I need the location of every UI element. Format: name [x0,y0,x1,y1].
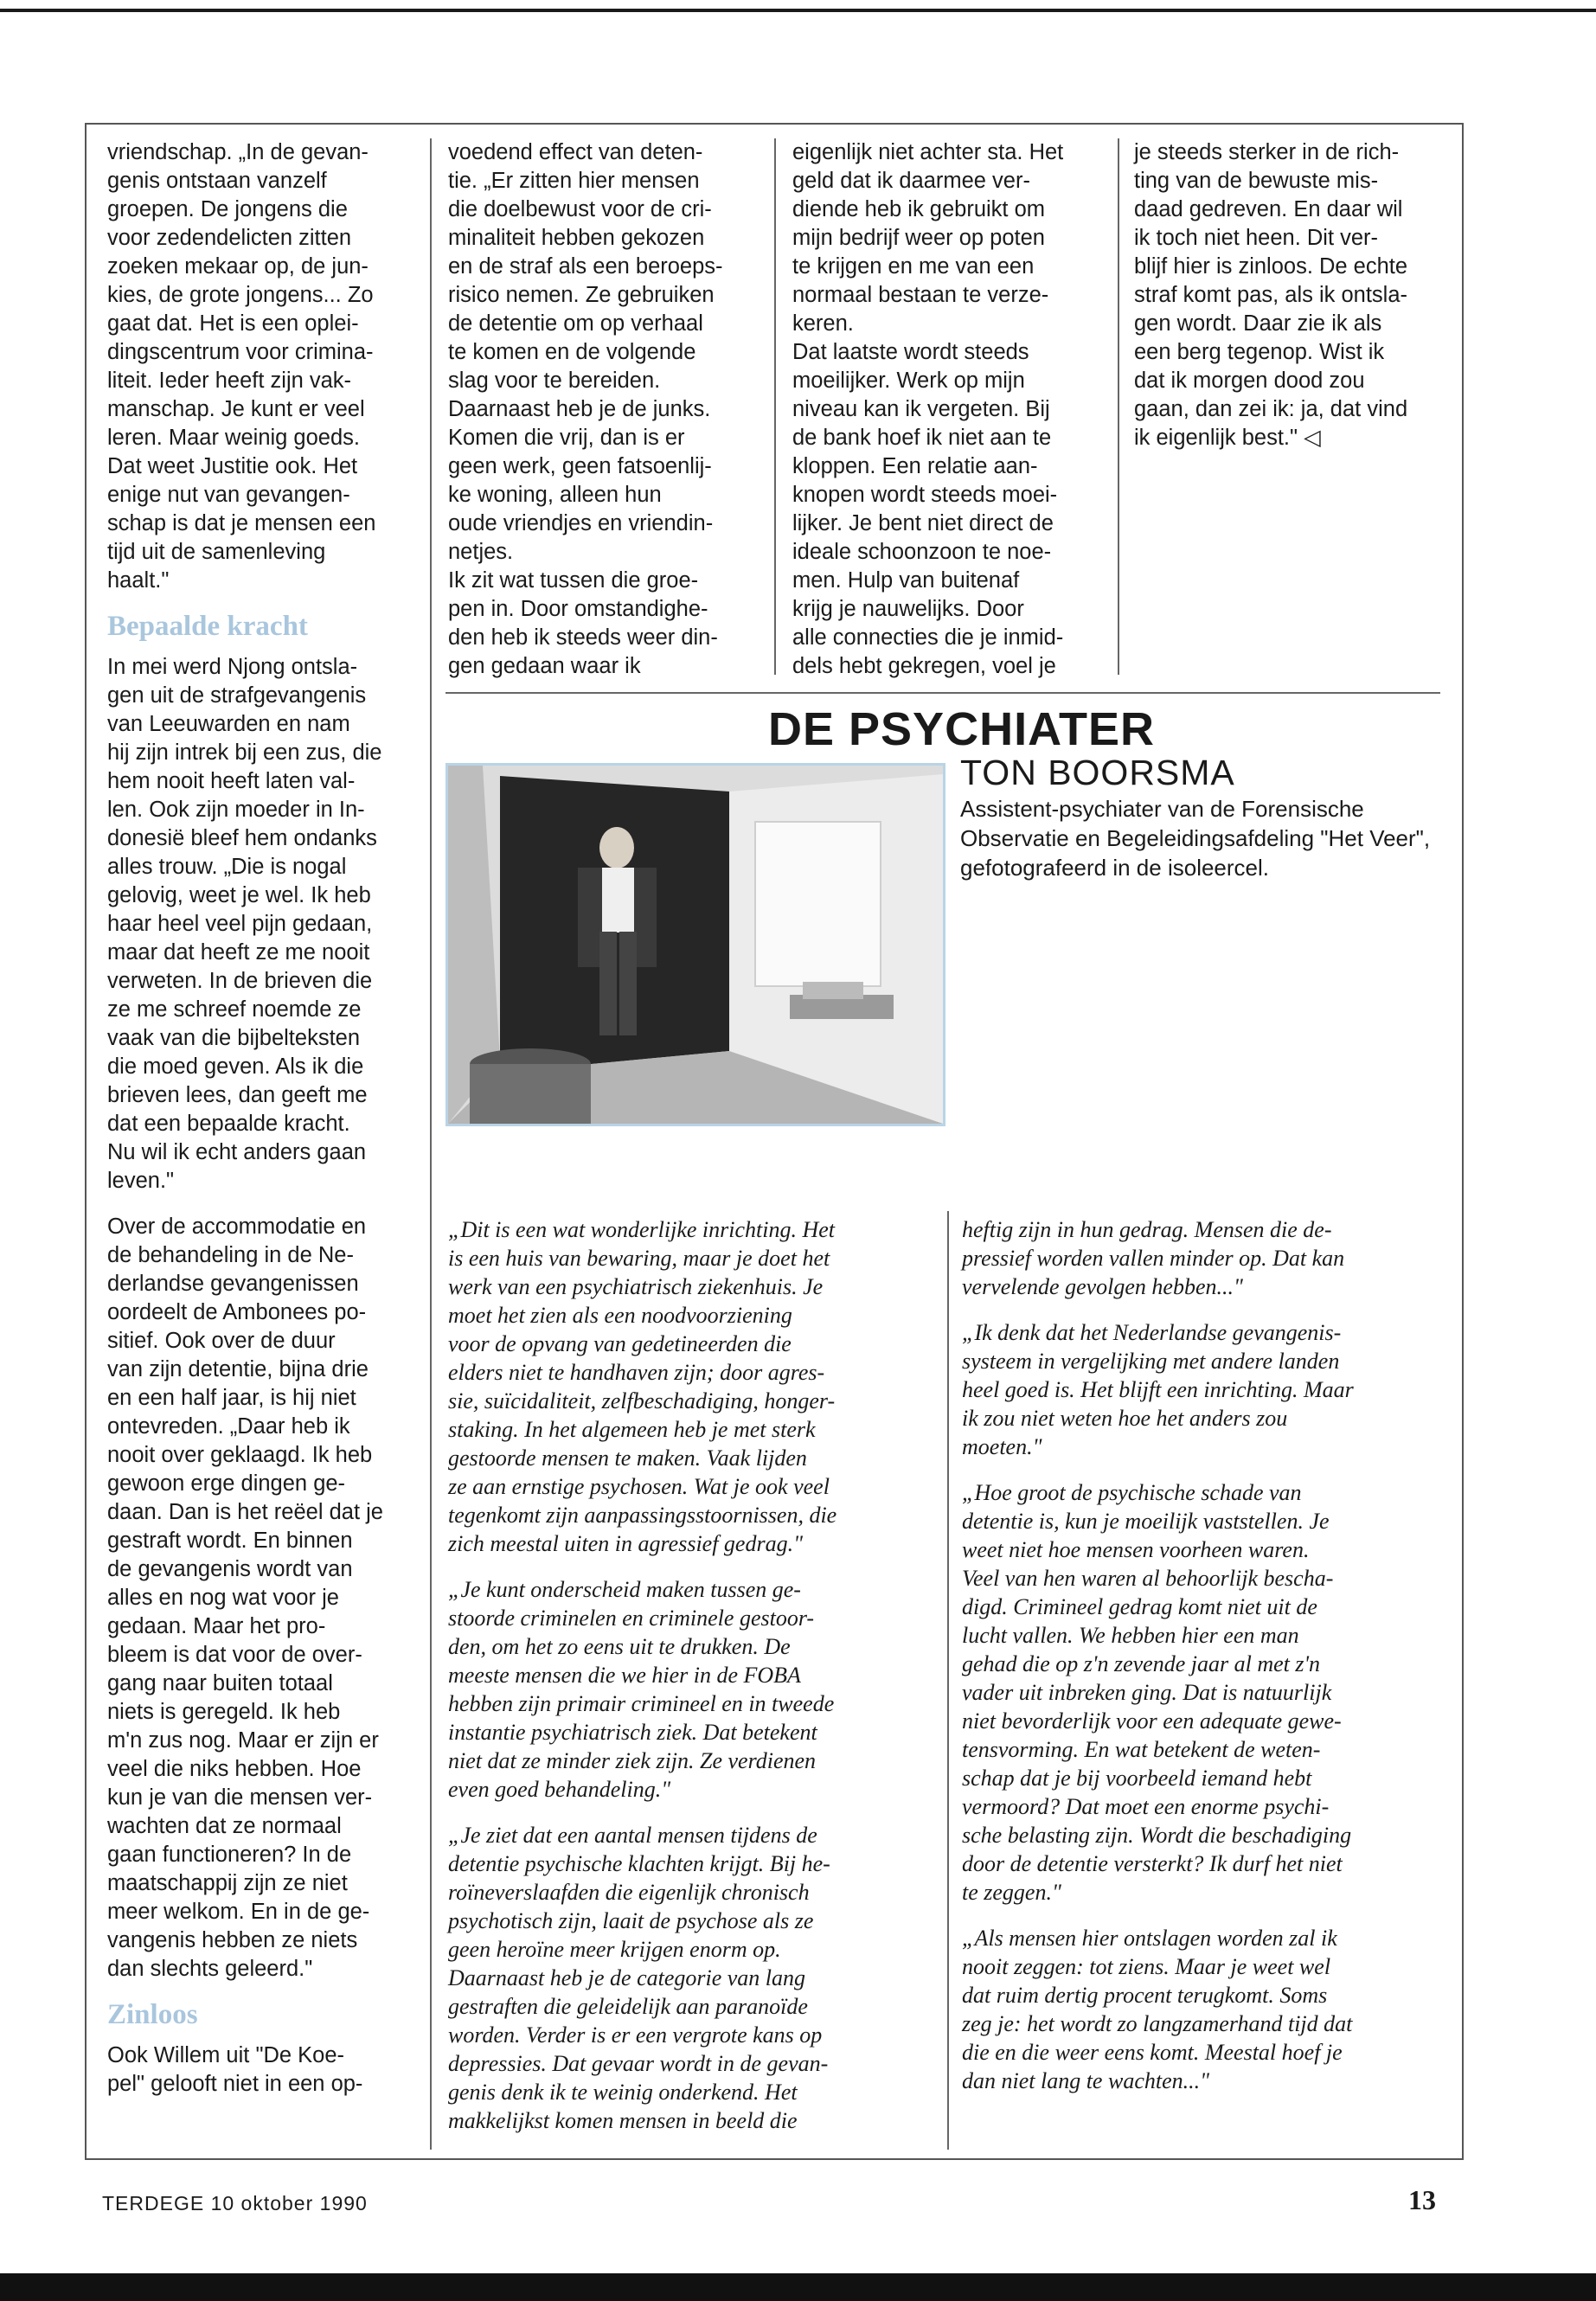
interview-quote: heftig zijn in hun gedrag. Mensen die de- pressief worden vallen minder op. Dat kan vervelende gevolgen hebben..." [962,1217,1345,1299]
article-column-2 [448,138,760,681]
column-divider [430,138,432,2150]
column-divider [1118,138,1119,675]
photo-illustration [448,766,943,1124]
isolation-cell-photo [445,763,945,1126]
interviewee-name: TON BOORSMA [960,753,1235,792]
interview-column-right [962,1215,1446,2095]
publication-footer: TERDEGE 10 oktober 1990 [102,2192,368,2214]
top-rule [0,9,1596,12]
page-number: 13 [1408,2184,1436,2215]
article-paragraph: voedend effect van deten- tie. „Er zitten hier mensen die doelbewust voor de cri- minaliteit hebben gekozen en de straf als een beroeps- risico nemen. Ze gebruiken de detentie om op verhaal te komen en de volgende slag voor te bereiden. Daarnaast heb je de junks. Komen die vrij, dan is er geen werk, geen fatsoenlij- ke woning, alleen hun oude vriendjes en vriendin- netjes. Ik zit wat tussen die groe- pen in. Door omstandighe- den heb ik steeds weer din- gen gedaan waar ik [448,140,723,678]
interview-quote: „Je ziet dat een aantal mensen tijdens de detentie psychische klachten krijgt. Bij he- roïneverslaafden die eigenlijk chronisch psychotisch zijn, laait de psychose als ze geen heroïne meer krijgen enorm op. Daarnaast heb je de categorie van lang gestraften die geleidelijk aan paranoïde worden. Verder is er een vergrote kans op depressies. Dat gevaar wordt in de gevan- genis denk ik te weinig onderkend. Het makkelijkst komen mensen in beeld die [448,1823,830,2133]
article-column-1 [107,138,419,2099]
article-paragraph: vriendschap. „In de gevan- genis ontstaan vanzelf groepen. De jongens die voor zedendelicten zitten zoeken mekaar op, de jun- kies, de grote jongens... Zo gaat dat. Het is een oplei- dingscentrum voor crimina- liteit. Ieder heeft zijn vak- manschap. Je kunt er veel leren. Maar weinig goeds. Dat weet Justitie ook. Het enige nut van gevangen- schap is dat je mensen een tijd uit de samenleving haalt." [107,140,376,593]
interview-column-left [448,1215,933,2135]
column-divider [774,138,776,675]
article-paragraph: In mei werd Njong ontsla- gen uit de strafgevangenis van Leeuwarden en nam hij zijn intrek bij een zus, die hem nooit heeft laten val- len. Ook zijn moeder in In- donesië bleef hem ondanks alles trouw. „Die is nogal gelovig, weet je wel. Ik heb haar heel veel pijn gedaan, maar dat heeft ze me nooit verweten. In de brieven die ze me schreef noemde ze vaak van die bijbelteksten die moed geven. Als ik die brieven lees, dan geeft me dat een bepaalde kracht. Nu wil ik echt anders gaan leven." [107,655,382,1193]
article-paragraph: je steeds sterker in de rich- ting van de bewuste mis- daad gedreven. En daar wil ik toch niet heen. Dit ver- blijf hier is zinloos. De echte straf komt pas, als ik ontsla- gen wordt. Daar zie ik als een berg tegenop. Wist ik dat ik morgen dood zou gaan, dan zei ik: ja, dat vind ik eigenlijk best." ◁ [1134,140,1408,450]
article-paragraph: Over de accommodatie en de behandeling in de Ne- derlandse gevangenissen oordeelt de Ambonees po- sitief. Ook over de duur van zijn detentie, bijna drie en een half jaar, is hij niet ontevreden. „Daar heb ik nooit over geklaagd. Ik heb gewoon erge dingen ge- daan. Dan is het reëel dat je gestraft wordt. En binnen de gevangenis wordt van alles en nog wat voor je gedaan. Maar het pro- bleem is dat voor de over- gang naar buiten totaal niets is geregeld. Ik heb m'n zus nog. Maar er zijn er veel die niks hebben. Hoe kun je van die mensen ver- wachten dat ze normaal gaan functioneren? In de maatschappij zijn ze niet meer welkom. En in de ge- vangenis hebben ze niets dan slechts geleerd." [107,1215,383,1981]
article-column-4 [1134,138,1454,452]
subheading-bepaalde-kracht: Bepaalde kracht [107,611,308,642]
article-paragraph: eigenlijk niet achter sta. Het geld dat ik daarmee ver- diende heb ik gebruikt om mijn bedrijf weer op poten te krijgen en me van een normaal bestaan te verze- keren. Dat laatste wordt steeds moeilijker. Werk op mijn niveau kan ik vergeten. Bij de bank hoef ik niet aan te kloppen. Een relatie aan- knopen wordt steeds moei- lijker. Je bent niet direct de ideale schoonzoon te noe- men. Hulp van buitenaf krijg je nauwelijks. Door alle connecties die je inmid- dels hebt gekregen, voel je [792,140,1064,678]
subheading-zinloos: Zinloos [107,1999,198,2030]
column-divider [947,1211,949,2150]
interview-quote: „Ik denk dat het Nederlandse gevangenis- systeem in vergelijking met andere landen heel goed is. Het blijft een inrichting. Maar ik zou niet weten hoe het anders zou moeten." [962,1320,1354,1459]
interview-quote: „Je kunt onderscheid maken tussen ge- stoorde criminelen en criminele gestoor- den, om het zo eens uit te drukken. De meeste mensen die we hier in de FOBA hebben zijn primair crimineel en in tweede instantie psychiatrisch ziek. Dat betekent niet dat ze minder ziek zijn. Ze verdienen even goed behandeling." [448,1577,835,1802]
interviewee-role: Assistent-psychiater van de Forensische Observatie en Begeleidingsafdeling "Het Veer", gefotografeerd in de isoleercel. [960,796,1431,881]
interview-quote: „Dit is een wat wonderlijke inrichting. Het is een huis van bewaring, maar je doet het werk van een psychiatrisch ziekenhuis. Je moet het zien als een noodvoorziening voor de opvang van gedetineerden die elders niet te handhaven zijn; door agres- sie, suïcidaliteit, zelfbeschadiging, honger- staking. In het algemeen heb je met sterk gestoorde mensen te maken. Vaak lijden ze aan ernstige psychosen. Wat je ook veel tegenkomt zijn aanpassingsstoornissen, die zich meestal uiten in agressief gedrag." [448,1217,837,1556]
section-headline: DE PSYCHIATER [768,703,1156,755]
bottom-scan-edge [0,2273,1596,2301]
interview-quote: „Hoe groot de psychische schade van detentie is, kun je moeilijk vaststellen. Je weet niet hoe mensen voorheen waren. Veel van hen waren al behoorlijk bescha- digd. Crimineel gedrag komt niet uit de lucht vallen. We hebben hier een man gehad die op z'n zevende jaar al met z'n vader uit inbreken ging. Dat is natuurlijk niet bevorderlijk voor een adequate gewe- tensvorming. En wat betekent de weten- schap dat je bij voorbeeld iemand hebt vermoord? Dat moet een enorme psychi- sche belasting zijn. Wordt die beschadiging door de detentie versterkt? Ik durf het niet te zeggen." [962,1480,1352,1905]
article-paragraph: Ook Willem uit "De Koe- pel" gelooft niet in een op- [107,2043,363,2096]
interview-quote: „Als mensen hier ontslagen worden zal ik nooit zeggen: tot ziens. Maar je weet wel dat ruim dertig procent terugkomt. Soms zeg je: het wordt zo langzamerhand tijd dat die en die weer eens komt. Meestal hoef je dan niet lang te wachten..." [962,1926,1353,2093]
article-column-3 [792,138,1104,681]
section-rule [445,692,1440,694]
